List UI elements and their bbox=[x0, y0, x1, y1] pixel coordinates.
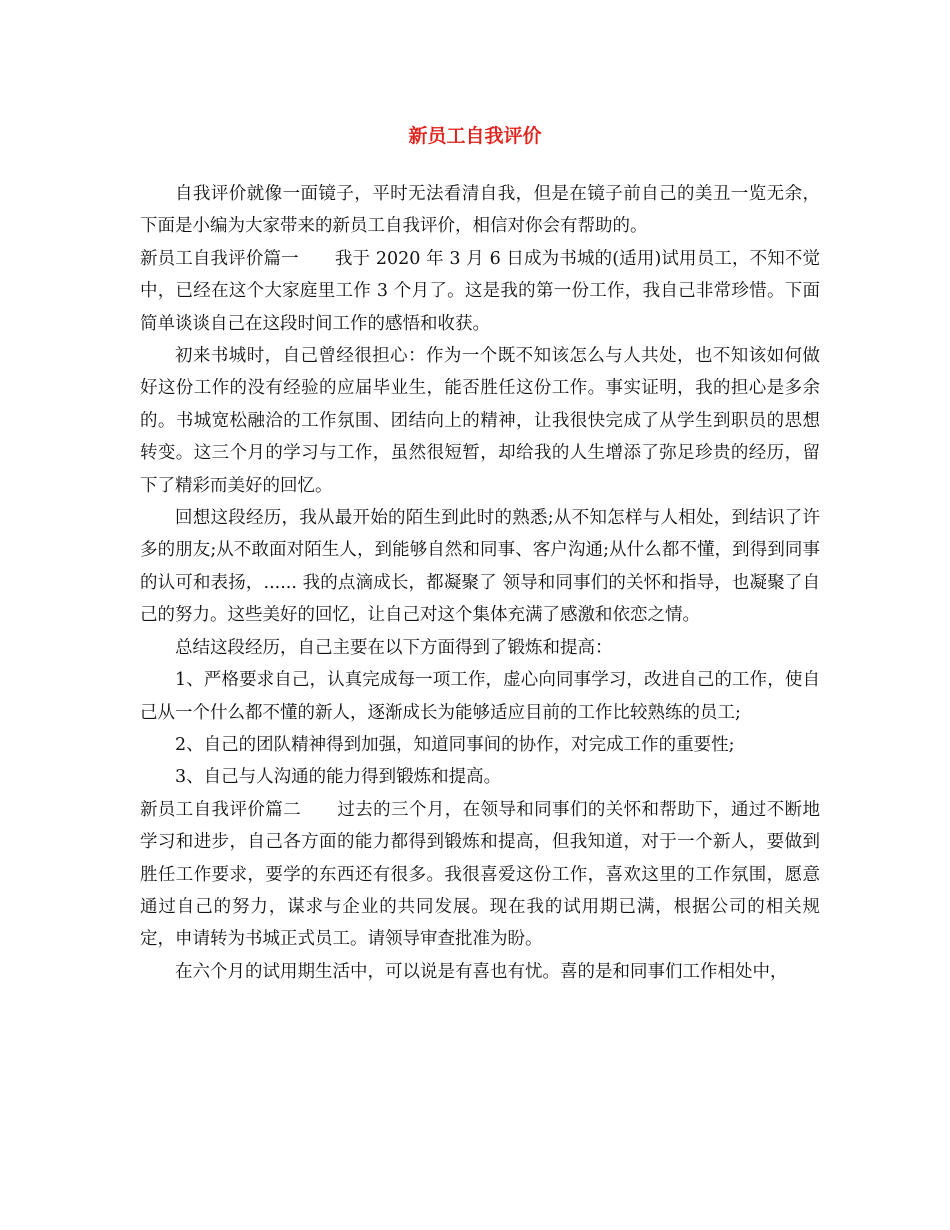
section-two-text: 过去的三个月，在领导和同事们的关怀和帮助下，通过不断地学习和进步，自己各方面的能力都得到锻炼和提高，但我知道，对于一个新人，要做到胜任工作要求，要学的东西还有很多。我很喜爱这份工作，喜欢这里的工作氛围，愿意通过自己的努力，谋求与企业的共同发展。现在我的试用期已满，根据公司的相关规定，申请转为书城正式员工。请领导审查批准为盼。 bbox=[140, 799, 820, 950]
paragraph-section-two bbox=[140, 794, 820, 956]
paragraph-probation: 在六个月的试用期生活中，可以说是有喜也有忧。喜的是和同事们工作相处中， bbox=[175, 961, 788, 982]
paragraph-recollection: 回想这段经历，我从最开始的陌生到此时的熟悉;从不知怎样与人相处，到结识了许多的朋友;从不敢面对陌生人，到能够自然和同事、客户沟通;从什么都不懂，到得到同事的认可和表扬，...... 我的点滴成长，都凝聚了 领导和同事们的关怀和指导，也凝聚了自己的努力。这些美好的回忆，让自己对这个集体充满了感激和依恋之情。 bbox=[140, 508, 820, 626]
list-item-3: 3、自己与人沟通的能力得到锻炼和提高。 bbox=[175, 767, 502, 788]
section-heading-two: 新员工自我评价篇二 bbox=[140, 799, 301, 820]
paragraph-section-one bbox=[140, 243, 820, 340]
document-body bbox=[140, 178, 820, 988]
paragraph-summary-intro: 总结这段经历，自己主要在以下方面得到了锻炼和提高： bbox=[175, 637, 613, 658]
section-heading-one: 新员工自我评价篇一 bbox=[140, 248, 299, 269]
list-item-1: 1、严格要求自己，认真完成每一项工作，虚心向同事学习，改进自己的工作，使自己从一个什么都不懂的新人，逐渐成长为能够适应目前的工作比较熟练的员工; bbox=[140, 670, 820, 723]
section-one-text: 我于 2020 年 3 月 6 日成为书城的(适用)试用员工，不知不觉中，已经在这个大家庭里工作 3 个月了。这是我的第一份工作，我自己非常珍惜。下面简单谈谈自己在这段时间工作的感悟和收获。 bbox=[140, 248, 821, 334]
paragraph-first-days: 初来书城时，自己曾经很担心：作为一个既不知该怎么与人共处，也不知该如何做好这份工作的没有经验的应届毕业生，能否胜任这份工作。事实证明，我的担心是多余的。书城宽松融洽的工作氛围、团结向上的精神，让我很快完成了从学生到职员的思想转变。这三个月的学习与工作，虽然很短暂，却给我的人生增添了弥足珍贵的经历，留下了精彩而美好的回忆。 bbox=[140, 346, 820, 496]
document-title: 新员工自我评价 bbox=[408, 125, 542, 147]
list-item-2: 2、自己的团队精神得到加强，知道同事间的协作，对完成工作的重要性; bbox=[175, 734, 735, 755]
paragraph-intro: 自我评价就像一面镜子，平时无法看清自我，但是在镜子前自己的美丑一览无余，下面是小编为大家带来的新员工自我评价，相信对你会有帮助的。 bbox=[140, 184, 820, 237]
